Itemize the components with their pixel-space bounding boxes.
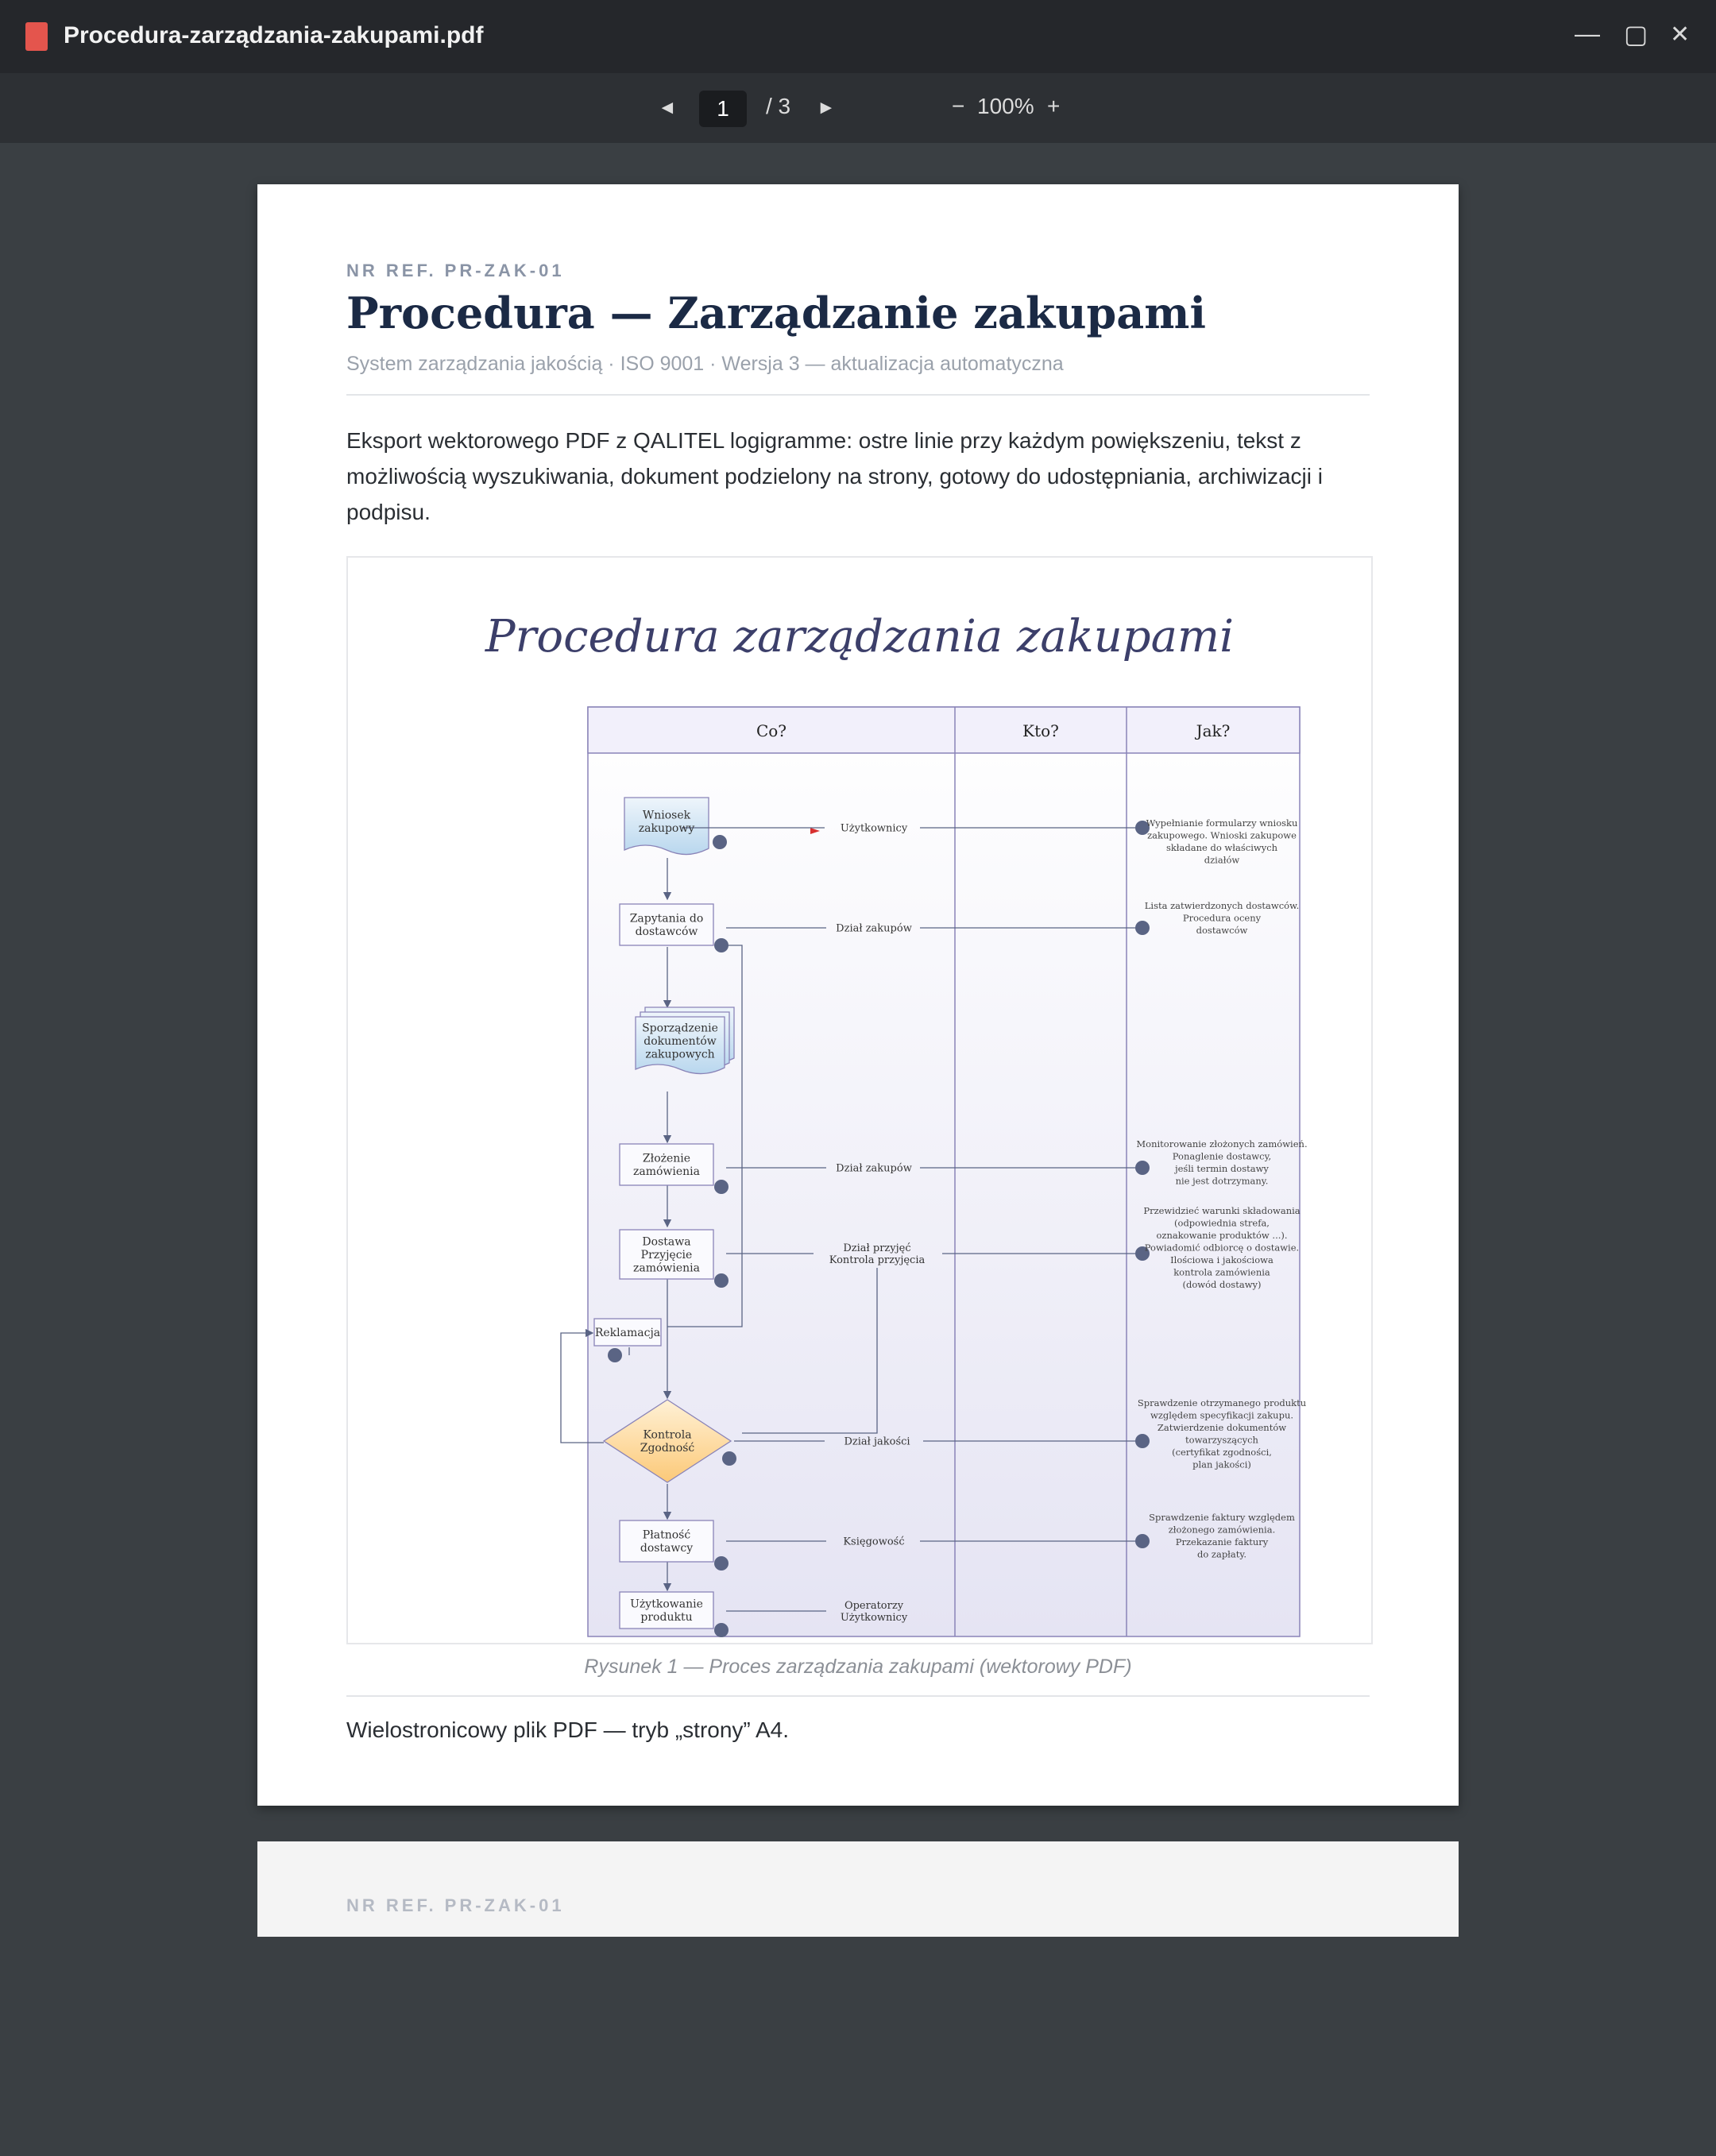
process-label: Reklamacja bbox=[594, 1326, 661, 1339]
method-text: dostawców bbox=[1196, 925, 1248, 936]
divider bbox=[346, 1695, 1370, 1697]
connector-node bbox=[714, 1623, 729, 1637]
maximize-button[interactable]: ▢ bbox=[1624, 20, 1648, 48]
flowchart-figure bbox=[346, 556, 1373, 1644]
method-text: Sprawdzenie otrzymanego produktu bbox=[1137, 1397, 1307, 1408]
method-text: (odpowiednia strefa, bbox=[1174, 1217, 1270, 1229]
pdf-page-1 bbox=[257, 184, 1459, 1806]
document-reference: NR REF. PR-ZAK-01 bbox=[346, 261, 565, 280]
connector-node bbox=[714, 938, 729, 952]
column-header-how: Jak? bbox=[1196, 721, 1231, 740]
process-label: Sporządzenie bbox=[642, 1022, 718, 1035]
responsible-label: Dział przyjęć bbox=[843, 1242, 911, 1255]
viewer-toolbar bbox=[0, 73, 1716, 143]
method-text: Wypełnianie formularzy wniosku bbox=[1146, 817, 1298, 829]
method-text: Lista zatwierdzonych dostawców. bbox=[1144, 900, 1300, 911]
page-total: / 3 bbox=[766, 94, 791, 118]
title-bar bbox=[0, 0, 1716, 73]
method-text: nie jest dotrzymany. bbox=[1175, 1175, 1269, 1187]
column-header-who: Kto? bbox=[1022, 721, 1059, 740]
method-text: oznakowanie produktów ...). bbox=[1156, 1230, 1288, 1241]
connector-node bbox=[1135, 921, 1150, 935]
process-label: zamówienia bbox=[632, 1262, 701, 1275]
connector-node bbox=[714, 1556, 729, 1571]
method-text: plan jakości) bbox=[1192, 1459, 1251, 1470]
next-page-button[interactable]: ► bbox=[817, 97, 836, 118]
responsible-label: Operatorzy bbox=[844, 1600, 904, 1613]
process-label: dostawcy bbox=[640, 1542, 694, 1555]
connector-node bbox=[714, 1273, 729, 1288]
prev-page-button[interactable]: ◄ bbox=[658, 97, 677, 118]
method-text: składane do właściwych bbox=[1165, 842, 1278, 853]
responsible-label: Dział zakupów bbox=[836, 1162, 912, 1175]
connector-node bbox=[608, 1348, 622, 1362]
decision-label: Kontrola bbox=[643, 1428, 692, 1442]
figure-caption: Rysunek 1 — Proces zarządzania zakupami (wektorowy PDF) bbox=[584, 1656, 1132, 1678]
responsible-label: Użytkownicy bbox=[840, 1612, 908, 1625]
process-label: produktu bbox=[640, 1611, 693, 1625]
swimlane-header bbox=[588, 707, 1300, 753]
method-text: Zatwierdzenie dokumentów bbox=[1157, 1422, 1287, 1433]
connector-node bbox=[722, 1451, 736, 1466]
method-text: (dowód dostawy) bbox=[1182, 1279, 1262, 1290]
connector-node bbox=[713, 835, 727, 849]
method-text: (certyfikat zgodności, bbox=[1172, 1447, 1272, 1458]
document-title: Procedura — Zarządzanie zakupami bbox=[346, 288, 1206, 338]
process-label: zakupowych bbox=[645, 1048, 715, 1061]
responsible-label: Użytkownicy bbox=[840, 822, 908, 835]
zoom-level: 100% bbox=[977, 94, 1034, 118]
column-header-what: Co? bbox=[756, 721, 787, 740]
process-label: zamówienia bbox=[632, 1165, 701, 1179]
method-text: złożonego zamówienia. bbox=[1168, 1524, 1276, 1536]
page-number-input[interactable] bbox=[699, 91, 747, 127]
decision-label: Zgodność bbox=[640, 1442, 695, 1455]
method-text: Przekazanie faktury bbox=[1175, 1536, 1269, 1547]
connector-node bbox=[1135, 1161, 1150, 1175]
process-label: Użytkowanie bbox=[630, 1598, 703, 1611]
process-label: Dostawa bbox=[642, 1235, 691, 1249]
intro-paragraph: Eksport wektorowego PDF z QALITEL logigramme: ostre linie przy każdym powiększeniu, tekst z możliwością wyszukiwania, dokument podzielony na strony, gotowy do udostępniania, archiwizacji i podpisu. bbox=[346, 428, 1323, 524]
responsible-label: Dział zakupów bbox=[836, 922, 912, 935]
method-text: Przewidzieć warunki składowania bbox=[1143, 1205, 1301, 1216]
zoom-out-button[interactable]: − bbox=[952, 94, 965, 118]
method-text: Powiadomić odbiorcę o dostawie. bbox=[1144, 1242, 1300, 1254]
divider bbox=[346, 394, 1370, 396]
connector-node bbox=[1135, 1434, 1150, 1448]
process-label: Płatność bbox=[642, 1528, 691, 1542]
document-filename: Procedura-zarządzania-zakupami.pdf bbox=[64, 22, 484, 48]
diagram-title: Procedura zarządzania zakupami bbox=[485, 611, 1235, 663]
connector-node bbox=[1135, 1534, 1150, 1548]
process-label: Złożenie bbox=[642, 1152, 691, 1165]
pdf-page-2 bbox=[257, 1841, 1459, 1937]
method-text: Sprawdzenie faktury względem bbox=[1149, 1512, 1295, 1523]
process-label: Wniosek bbox=[642, 809, 691, 822]
responsible-label: Księgowość bbox=[843, 1536, 905, 1548]
method-text: jeśli termin dostawy bbox=[1175, 1163, 1269, 1174]
method-text: do zapłaty. bbox=[1196, 1548, 1247, 1560]
responsible-label: Dział jakości bbox=[844, 1435, 910, 1448]
method-text: Ponaglenie dostawcy, bbox=[1172, 1150, 1272, 1162]
minimize-button[interactable]: — bbox=[1575, 19, 1600, 48]
method-text: towarzyszących bbox=[1185, 1434, 1258, 1446]
method-text: działów bbox=[1204, 854, 1240, 866]
pdf-file-icon bbox=[25, 22, 48, 51]
process-label: dokumentów bbox=[644, 1034, 717, 1048]
method-text: Ilościowa i jakościowa bbox=[1170, 1254, 1273, 1265]
process-label: Zapytania do bbox=[629, 912, 704, 925]
method-text: zakupowego. Wnioski zakupowe bbox=[1147, 829, 1297, 841]
method-text: Procedura oceny bbox=[1182, 912, 1262, 924]
process-label: dostawców bbox=[635, 925, 698, 939]
close-button[interactable]: ✕ bbox=[1670, 21, 1691, 48]
document-reference: NR REF. PR-ZAK-01 bbox=[346, 1895, 565, 1915]
process-label: Przyjęcie bbox=[640, 1248, 693, 1262]
method-text: kontrola zamówienia bbox=[1173, 1266, 1270, 1278]
process-label: zakupowy bbox=[638, 822, 695, 836]
responsible-label: Kontrola przyjęcia bbox=[829, 1254, 926, 1267]
page-note: Wielostronicowy plik PDF — tryb „strony” A4. bbox=[346, 1717, 790, 1742]
zoom-in-button[interactable]: + bbox=[1047, 94, 1061, 118]
document-subtitle: System zarządzania jakością · ISO 9001 · Wersja 3 — aktualizacja automatyczna bbox=[346, 353, 1064, 375]
method-text: względem specyfikacji zakupu. bbox=[1150, 1409, 1294, 1421]
connector-node bbox=[714, 1180, 729, 1194]
method-text: Monitorowanie złożonych zamówień. bbox=[1136, 1138, 1308, 1149]
flowchart-diagram bbox=[348, 558, 1371, 1643]
